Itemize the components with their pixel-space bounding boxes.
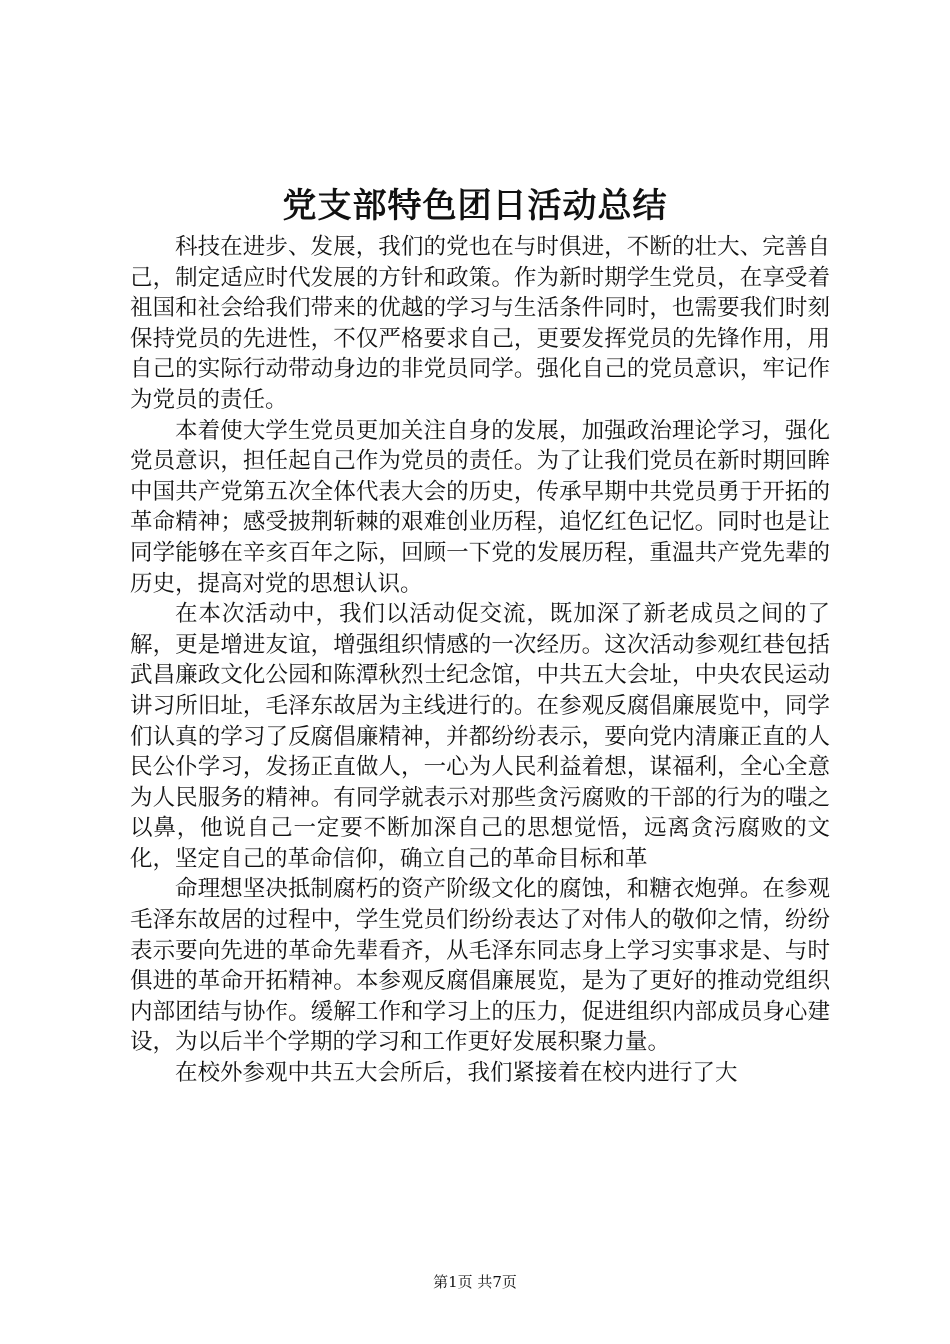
paragraph-3: 在本次活动中，我们以活动促交流，既加深了新老成员之间的了解，更是增进友谊，增强组织情感的一次经历。这次活动参观红巷包括武昌廉政文化公园和陈潭秋烈士纪念馆，中共五大会址，中央农民运动讲习所旧址，毛泽东故居为主线进行的。在参观反腐倡廉展览中，同学们认真的学习了反腐倡廉精神，并都纷纷表示，要向党内清廉正直的人民公仆学习，发扬正直做人，一心为人民利益着想，谋福利，全心全意为人民服务的精神。有同学就表示对那些贪污腐败的干部的行为的嗤之以鼻，他说自己一定要不断加深自己的思想觉悟，远离贪污腐败的文化，坚定自己的革命信仰，确立自己的革命目标和革 [130,601,830,872]
document-title: 党支部特色团日活动总结 [282,186,668,226]
page-footer: 第1页 共7页 [433,1273,517,1291]
paragraph-2: 本着使大学生党员更加关注自身的发展，加强政治理论学习，强化党员意识，担任起自己作为党员的责任。为了让我们党员在新时期回眸中国共产党第五次全体代表大会的历史，传承早期中共党员勇于开拓的革命精神；感受披荆斩棘的艰难创业历程，追忆红色记忆。同时也是让同学能够在辛亥百年之际，回顾一下党的发展历程，重温共产党先辈的历史，提高对党的思想认识。 [130,417,830,597]
paragraph-1: 科技在进步、发展，我们的党也在与时俱进，不断的壮大、完善自己，制定适应时代发展的方针和政策。作为新时期学生党员，在享受着祖国和社会给我们带来的优越的学习与生活条件同时，也需要我们时刻保持党员的先进性，不仅严格要求自己，更要发挥党员的先锋作用，用自己的实际行动带动身边的非党员同学。强化自己的党员意识，牢记作为党员的责任。 [130,234,830,413]
document-body [130,232,830,1089]
paragraph-5: 在校外参观中共五大会所后，我们紧接着在校内进行了大 [175,1060,738,1087]
paragraph-4: 命理想坚决抵制腐朽的资产阶级文化的腐蚀，和糖衣炮弹。在参观毛泽东故居的过程中，学生党员们纷纷表达了对伟人的敬仰之情，纷纷表示要向先进的革命先辈看齐，从毛泽东同志身上学习实事求是、与时俱进的革命开拓精神。本参观反腐倡廉展览，是为了更好的推动党组织内部团结与协作。缓解工作和学习上的压力，促进组织内部成员身心建设，为以后半个学期的学习和工作更好发展积聚力量。 [130,876,830,1056]
